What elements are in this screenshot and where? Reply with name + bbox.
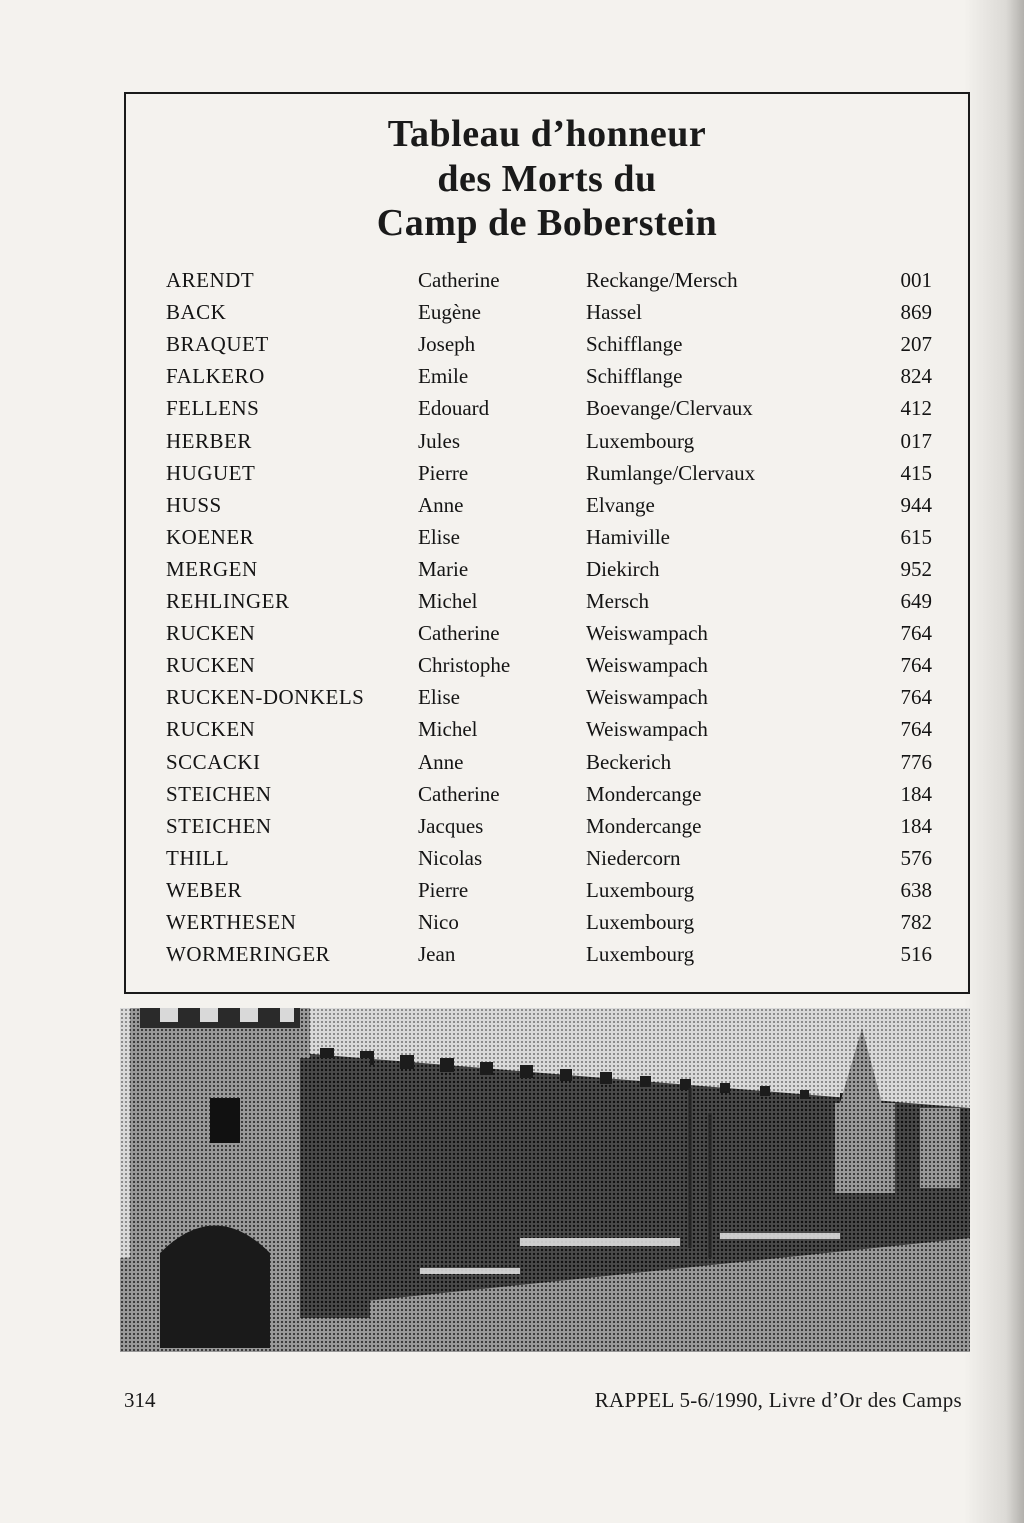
place-name: Weiswampach xyxy=(586,621,708,646)
honor-roll-row xyxy=(126,328,968,360)
entry-number: 184 xyxy=(900,813,932,838)
last-name: HUSS xyxy=(166,492,222,517)
last-name: THILL xyxy=(166,845,230,870)
place-name: Weiswampach xyxy=(586,685,708,710)
honor-roll-row xyxy=(126,842,968,874)
last-name: BACK xyxy=(166,300,227,325)
place-name: Reckange/Mersch xyxy=(586,268,738,292)
first-name: Jules xyxy=(418,428,460,453)
entry-number: 207 xyxy=(900,332,932,357)
honor-roll-row xyxy=(126,810,968,842)
entry-number: 869 xyxy=(900,300,932,325)
entry-number: 615 xyxy=(900,524,932,549)
first-name: Joseph xyxy=(418,332,476,357)
first-name: Nicolas xyxy=(418,845,483,870)
place-name: Boevange/Clervaux xyxy=(586,396,753,421)
last-name: REHLINGER xyxy=(166,589,290,613)
last-name: MERGEN xyxy=(166,556,258,581)
entry-number: 184 xyxy=(900,781,932,806)
first-name: Michel xyxy=(418,717,478,742)
title-line-2: des Morts du xyxy=(437,158,657,200)
honor-roll-row xyxy=(126,392,968,424)
place-name: Mondercange xyxy=(586,813,702,838)
honor-roll-row xyxy=(126,649,968,681)
honor-roll-row xyxy=(126,296,968,328)
honor-roll-row xyxy=(126,681,968,713)
honor-roll-row xyxy=(126,521,968,553)
place-name: Weiswampach xyxy=(586,717,708,742)
honor-roll-row xyxy=(126,713,968,745)
place-name: Rumlange/Clervaux xyxy=(586,460,756,485)
first-name: Anne xyxy=(418,749,464,774)
place-name: Diekirch xyxy=(586,556,660,581)
entry-number: 415 xyxy=(900,460,932,485)
entry-number: 764 xyxy=(900,685,932,710)
entry-number: 764 xyxy=(900,621,932,646)
place-name: Weiswampach xyxy=(586,653,708,678)
last-name: FALKERO xyxy=(166,364,265,389)
entry-number: 764 xyxy=(900,653,932,678)
last-name: RUCKEN xyxy=(166,621,256,646)
honor-roll-row xyxy=(126,489,968,521)
last-name: RUCKEN xyxy=(166,717,256,742)
first-name: Emile xyxy=(418,364,469,389)
place-name: Luxembourg xyxy=(586,428,695,453)
title-line-3: Camp de Boberstein xyxy=(376,202,718,244)
honor-roll-box xyxy=(124,92,970,994)
honor-roll-row xyxy=(126,778,968,810)
last-name: WERTHESEN xyxy=(166,910,297,934)
place-name: Hamiville xyxy=(586,524,670,549)
place-name: Beckerich xyxy=(586,749,672,774)
last-name: ARENDT xyxy=(166,268,255,292)
last-name: RUCKEN-DONKELS xyxy=(166,685,365,710)
place-name: Hassel xyxy=(586,300,642,325)
entry-number: 782 xyxy=(900,910,932,934)
first-name: Jacques xyxy=(418,813,484,838)
place-name: Elvange xyxy=(586,492,655,517)
place-name: Mersch xyxy=(586,589,649,613)
first-name: Christophe xyxy=(418,653,511,678)
last-name: STEICHEN xyxy=(166,813,272,838)
last-name: WORMERINGER xyxy=(166,942,331,967)
honor-roll-row xyxy=(126,457,968,489)
first-name: Nico xyxy=(418,910,459,934)
last-name: WEBER xyxy=(166,877,242,902)
first-name: Michel xyxy=(418,589,478,613)
entry-number: 001 xyxy=(900,268,932,292)
last-name: HUGUET xyxy=(166,460,256,485)
entry-number: 638 xyxy=(900,877,932,902)
place-name: Niedercorn xyxy=(586,845,681,870)
entry-number: 576 xyxy=(900,845,932,870)
page-number: 314 xyxy=(124,1388,156,1412)
place-name: Luxembourg xyxy=(586,942,695,967)
entry-number: 776 xyxy=(900,749,932,774)
entry-number: 952 xyxy=(900,556,932,581)
entry-number: 764 xyxy=(900,717,932,742)
last-name: KOENER xyxy=(166,524,255,549)
honor-roll-row xyxy=(126,585,968,617)
title-line-1: Tableau d’honneur xyxy=(387,113,707,155)
place-name: Luxembourg xyxy=(586,877,695,902)
place-name: Mondercange xyxy=(586,781,702,806)
last-name: STEICHEN xyxy=(166,781,272,806)
honor-roll-row xyxy=(126,425,968,457)
entry-number: 412 xyxy=(900,396,932,421)
first-name: Catherine xyxy=(418,781,500,806)
last-name: HERBER xyxy=(166,428,252,453)
first-name: Edouard xyxy=(418,396,490,421)
first-name: Elise xyxy=(418,524,460,549)
honor-roll-row xyxy=(126,746,968,778)
last-name: FELLENS xyxy=(166,396,260,421)
entry-number: 824 xyxy=(900,364,932,389)
first-name: Anne xyxy=(418,492,464,517)
first-name: Catherine xyxy=(418,621,500,646)
first-name: Jean xyxy=(418,942,456,967)
page-edge-shadow xyxy=(964,0,1024,1523)
first-name: Pierre xyxy=(418,877,469,902)
honor-roll-row xyxy=(126,360,968,392)
camp-wall-photo xyxy=(120,1008,970,1352)
honor-roll-row xyxy=(126,938,968,970)
last-name: RUCKEN xyxy=(166,653,256,678)
honor-roll-row xyxy=(126,264,968,296)
entry-number: 944 xyxy=(900,492,932,517)
entry-number: 017 xyxy=(900,428,932,453)
entry-number: 649 xyxy=(900,589,932,613)
place-name: Schifflange xyxy=(586,364,683,389)
first-name: Pierre xyxy=(418,460,469,485)
first-name: Catherine xyxy=(418,268,500,292)
first-name: Elise xyxy=(418,685,460,710)
entry-number: 516 xyxy=(900,942,932,967)
honor-roll-row xyxy=(126,553,968,585)
honor-roll-row xyxy=(126,906,968,938)
first-name: Marie xyxy=(418,556,469,581)
publication-caption: RAPPEL 5-6/1990, Livre d’Or des Camps xyxy=(594,1388,962,1412)
place-name: Luxembourg xyxy=(586,910,695,934)
place-name: Schifflange xyxy=(586,332,683,357)
last-name: BRAQUET xyxy=(166,332,269,357)
last-name: SCCACKI xyxy=(166,749,261,774)
honor-roll-row xyxy=(126,874,968,906)
honor-roll-row xyxy=(126,617,968,649)
first-name: Eugène xyxy=(418,300,481,325)
